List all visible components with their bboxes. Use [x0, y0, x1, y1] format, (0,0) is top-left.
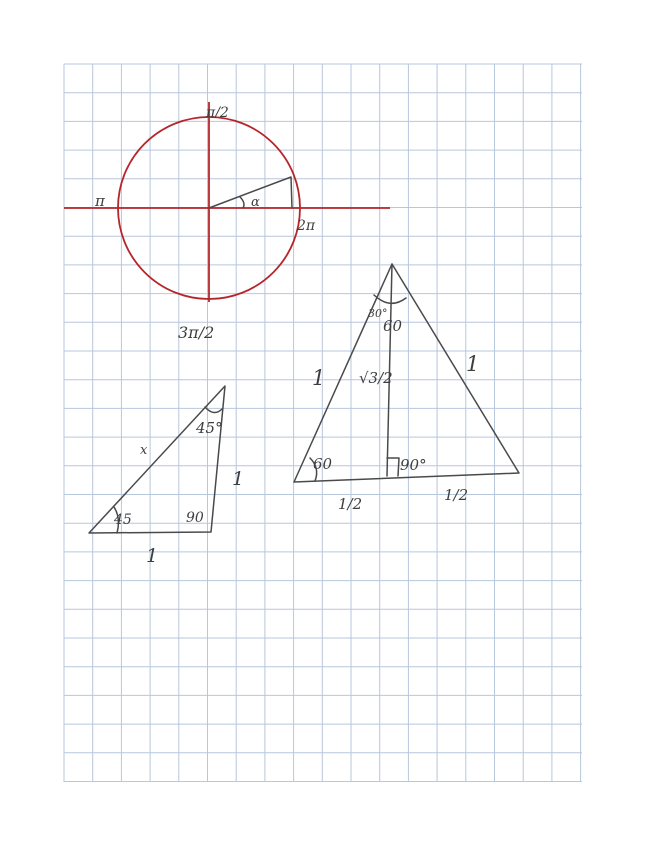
label-angle-60-top: 60 [383, 317, 403, 335]
label-angle-90: 90 [186, 510, 204, 526]
label-pi: π [95, 192, 105, 210]
label-angle-60-bottom: 60 [313, 455, 333, 473]
label-height-root3-over-2: √3/2 [359, 369, 393, 387]
label-side-right: 1 [466, 352, 480, 376]
label-pi-over-2: π/2 [206, 105, 229, 121]
label-2pi: 2π [297, 218, 316, 234]
label-base-left-half: 1/2 [338, 495, 363, 513]
label-alpha: α [251, 195, 260, 210]
label-angle-90-mark: 90° [400, 456, 427, 474]
label-side-bottom: 1 [146, 545, 159, 567]
label-base-right-half: 1/2 [444, 486, 469, 504]
label-side-x: x [140, 443, 148, 458]
label-side-vertical: 1 [232, 468, 245, 490]
label-3pi-over-2: 3π/2 [178, 323, 215, 342]
label-angle-30: 30° [368, 307, 388, 320]
label-angle-45-top: 45° [196, 419, 223, 437]
label-angle-45-left: 45 [114, 512, 132, 528]
label-side-left: 1 [312, 366, 326, 390]
